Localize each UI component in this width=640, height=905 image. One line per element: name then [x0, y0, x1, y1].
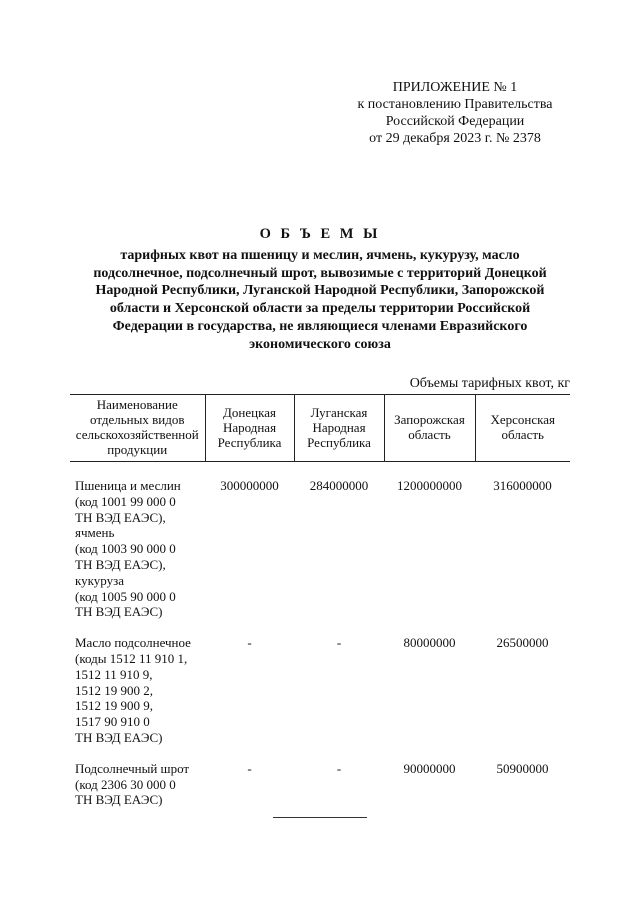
product-name-cell: [70, 462, 205, 621]
quota-table: [70, 394, 570, 808]
value-kherson: 50900000: [496, 760, 549, 776]
product-name-line: 1512 11 910 9,: [75, 666, 153, 682]
product-name-line: 1512 19 900 9,: [75, 698, 153, 714]
value-luhansk: -: [336, 635, 342, 651]
header-product: Наименование отдельных видов сельскохозяйственной продукции: [70, 395, 205, 462]
document-title: О Б Ъ Е М Ы: [259, 226, 381, 242]
product-name-line: Подсолнечный шрот: [75, 760, 190, 776]
product-name-line: 1517 90 910 0: [75, 714, 150, 730]
value-donetsk: -: [247, 760, 252, 776]
product-name-line: ячмень: [75, 525, 115, 541]
product-name-line: ТН ВЭД ЕАЭС): [75, 729, 163, 745]
table-row: [70, 620, 570, 746]
table-header-row: [70, 395, 570, 462]
product-name-line: ТН ВЭД ЕАЭС): [75, 604, 163, 620]
value-zaporizhzhia: 80000000: [403, 635, 456, 651]
value-luhansk: -: [336, 760, 342, 776]
value-donetsk: -: [247, 635, 252, 651]
product-name-line: (код 2306 30 000 0: [75, 776, 176, 792]
value-kherson: 26500000: [496, 635, 549, 651]
product-name-line: ТН ВЭД ЕАЭС),: [75, 509, 166, 525]
value-zaporizhzhia: 90000000: [403, 760, 456, 776]
value-zaporizhzhia: 1200000000: [397, 478, 462, 493]
header-luhansk: Луганская Народная Республика: [294, 395, 384, 462]
appendix-number: ПРИЛОЖЕНИЕ № 1: [392, 80, 518, 95]
appendix-date: от 29 декабря 2023 г. № 2378: [369, 131, 541, 146]
value-kherson: 316000000: [493, 478, 552, 493]
product-name-line: ТН ВЭД ЕАЭС),: [75, 556, 166, 572]
table-row: [70, 746, 570, 808]
product-name-line: (код 1001 99 000 0: [75, 493, 176, 509]
product-name-line: 1512 19 900 2,: [75, 682, 153, 698]
appendix-authority: Российской Федерации: [385, 114, 525, 129]
value-luhansk: 284000000: [309, 478, 369, 493]
header-donetsk: Донецкая Народная Республика: [205, 395, 294, 462]
value-donetsk: 300000000: [220, 478, 279, 493]
product-name-line: (код 1003 90 000 0: [75, 541, 176, 557]
table-row: [70, 462, 570, 621]
product-name-cell: [70, 620, 205, 746]
product-name-line: (код 1005 90 000 0: [75, 588, 176, 604]
units-label: Объемы тарифных квот, кг: [409, 376, 570, 391]
product-name-cell: [70, 746, 205, 808]
appendix-block: [340, 79, 570, 147]
product-name-line: Пшеница и меслин: [75, 478, 181, 493]
header-kherson: Херсонская область: [475, 395, 570, 462]
product-name-line: кукуруза: [75, 572, 124, 588]
document-subtitle: тарифных квот на пшеницу и меслин, ячмень, кукурузу, масло подсолнечное, подсолнечный шрот, вывозимые с территорий Донецкой Народной Республики, Луганской Народной Республики, Запорожской области и Херсонской области за пределы территории Российской Федерации в государства, не являющиеся членами Евразийского экономического союза: [93, 248, 547, 352]
appendix-reference: к постановлению Правительства: [357, 97, 553, 112]
header-zaporizhzhia: Запорожская область: [384, 395, 475, 462]
product-name-line: ТН ВЭД ЕАЭС): [75, 792, 163, 808]
end-divider-line: [273, 817, 367, 818]
product-name-line: Масло подсолнечное: [75, 635, 191, 651]
product-name-line: (коды 1512 11 910 1,: [75, 650, 188, 666]
